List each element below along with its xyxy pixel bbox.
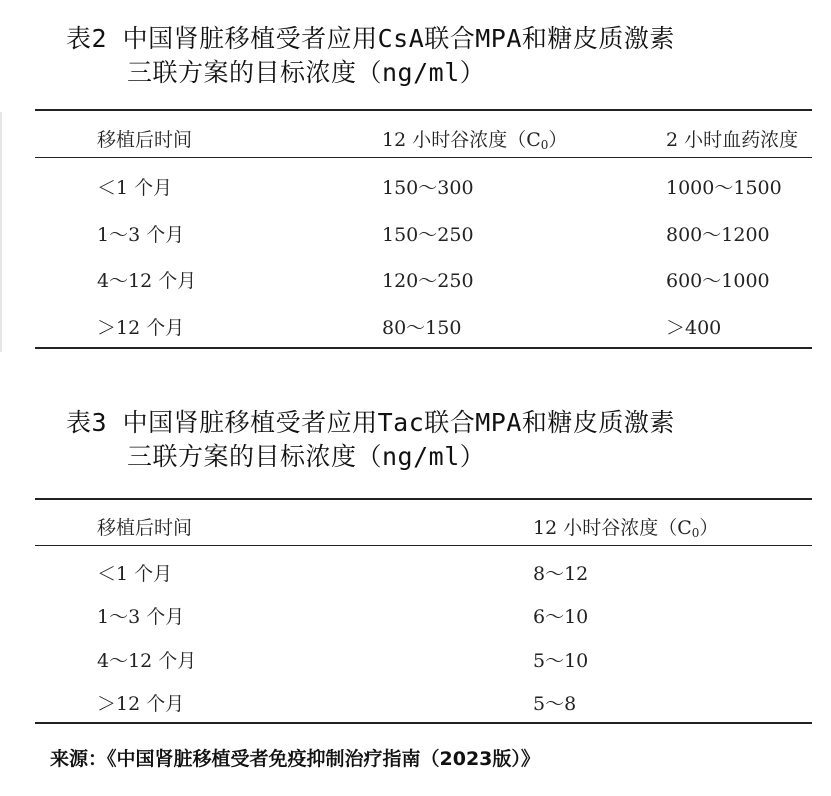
- table2-r1-peak: 1000～1500: [666, 177, 782, 199]
- table3-r1-trough: 8～12: [533, 563, 589, 585]
- source-citation: 来源：《中国肾脏移植受者免疫抑制治疗指南（2023版）》: [50, 748, 540, 770]
- table2-header-time: 移植后时间: [97, 129, 193, 151]
- table2-header-trough-text: 12 小时谷浓度（C: [382, 129, 541, 151]
- table3-header-trough: [533, 516, 718, 542]
- table3-header-trough-sub: 0: [691, 526, 700, 540]
- table3-title-line1: 表3 中国肾脏移植受者应用Tac联合MPA和糖皮质激素: [66, 408, 675, 437]
- table3-r4-trough: 5～8: [533, 693, 577, 715]
- table2-r4-trough: 80～150: [382, 317, 462, 339]
- table2-r1-trough: 150～300: [382, 177, 474, 199]
- table3-r4-time: ＞12 个月: [97, 693, 185, 715]
- table3-r2-time: 1～3 个月: [97, 606, 185, 628]
- table3-header-trough-close: ）: [699, 517, 719, 539]
- table3-header-rule: [35, 545, 812, 546]
- table3-header-time: 移植后时间: [97, 517, 193, 539]
- table3-r2-trough: 6～10: [533, 606, 589, 628]
- table2-header-trough: [382, 128, 567, 154]
- table2-header-peak: 2 小时血药浓度: [666, 129, 799, 151]
- table2-r3-time: 4～12 个月: [97, 270, 197, 292]
- table2-title: [66, 22, 675, 90]
- table2-r2-time: 1～3 个月: [97, 224, 185, 246]
- table2-header-trough-close: ）: [548, 129, 568, 151]
- table2-r1-time: ＜1 个月: [97, 177, 173, 199]
- table3-header-trough-text: 12 小时谷浓度（C: [533, 517, 692, 539]
- table2-top-rule: [35, 109, 812, 111]
- table2-r4-time: ＞12 个月: [97, 317, 185, 339]
- scan-edge-mark: [0, 112, 2, 352]
- table3-bottom-rule: [35, 722, 812, 724]
- table2-r3-trough: 120～250: [382, 270, 474, 292]
- table3-title-line2: 三联方案的目标浓度（ng/ml）: [127, 442, 486, 471]
- table3-r3-time: 4～12 个月: [97, 650, 197, 672]
- table2-r3-peak: 600～1000: [666, 270, 770, 292]
- table2-r4-peak: ＞400: [666, 317, 722, 339]
- table3-r1-time: ＜1 个月: [97, 563, 173, 585]
- table2-title-line2: 三联方案的目标浓度（ng/ml）: [127, 58, 486, 87]
- table2-title-line1: 表2 中国肾脏移植受者应用CsA联合MPA和糖皮质激素: [66, 24, 675, 53]
- table3-title: [66, 406, 675, 474]
- table2-header-trough-sub: 0: [540, 138, 549, 152]
- table2-header-rule: [35, 157, 812, 158]
- table2-bottom-rule: [35, 347, 812, 349]
- table3-r3-trough: 5～10: [533, 650, 589, 672]
- table2-r2-peak: 800～1200: [666, 224, 770, 246]
- table2-r2-trough: 150～250: [382, 224, 474, 246]
- table3-top-rule: [35, 498, 812, 500]
